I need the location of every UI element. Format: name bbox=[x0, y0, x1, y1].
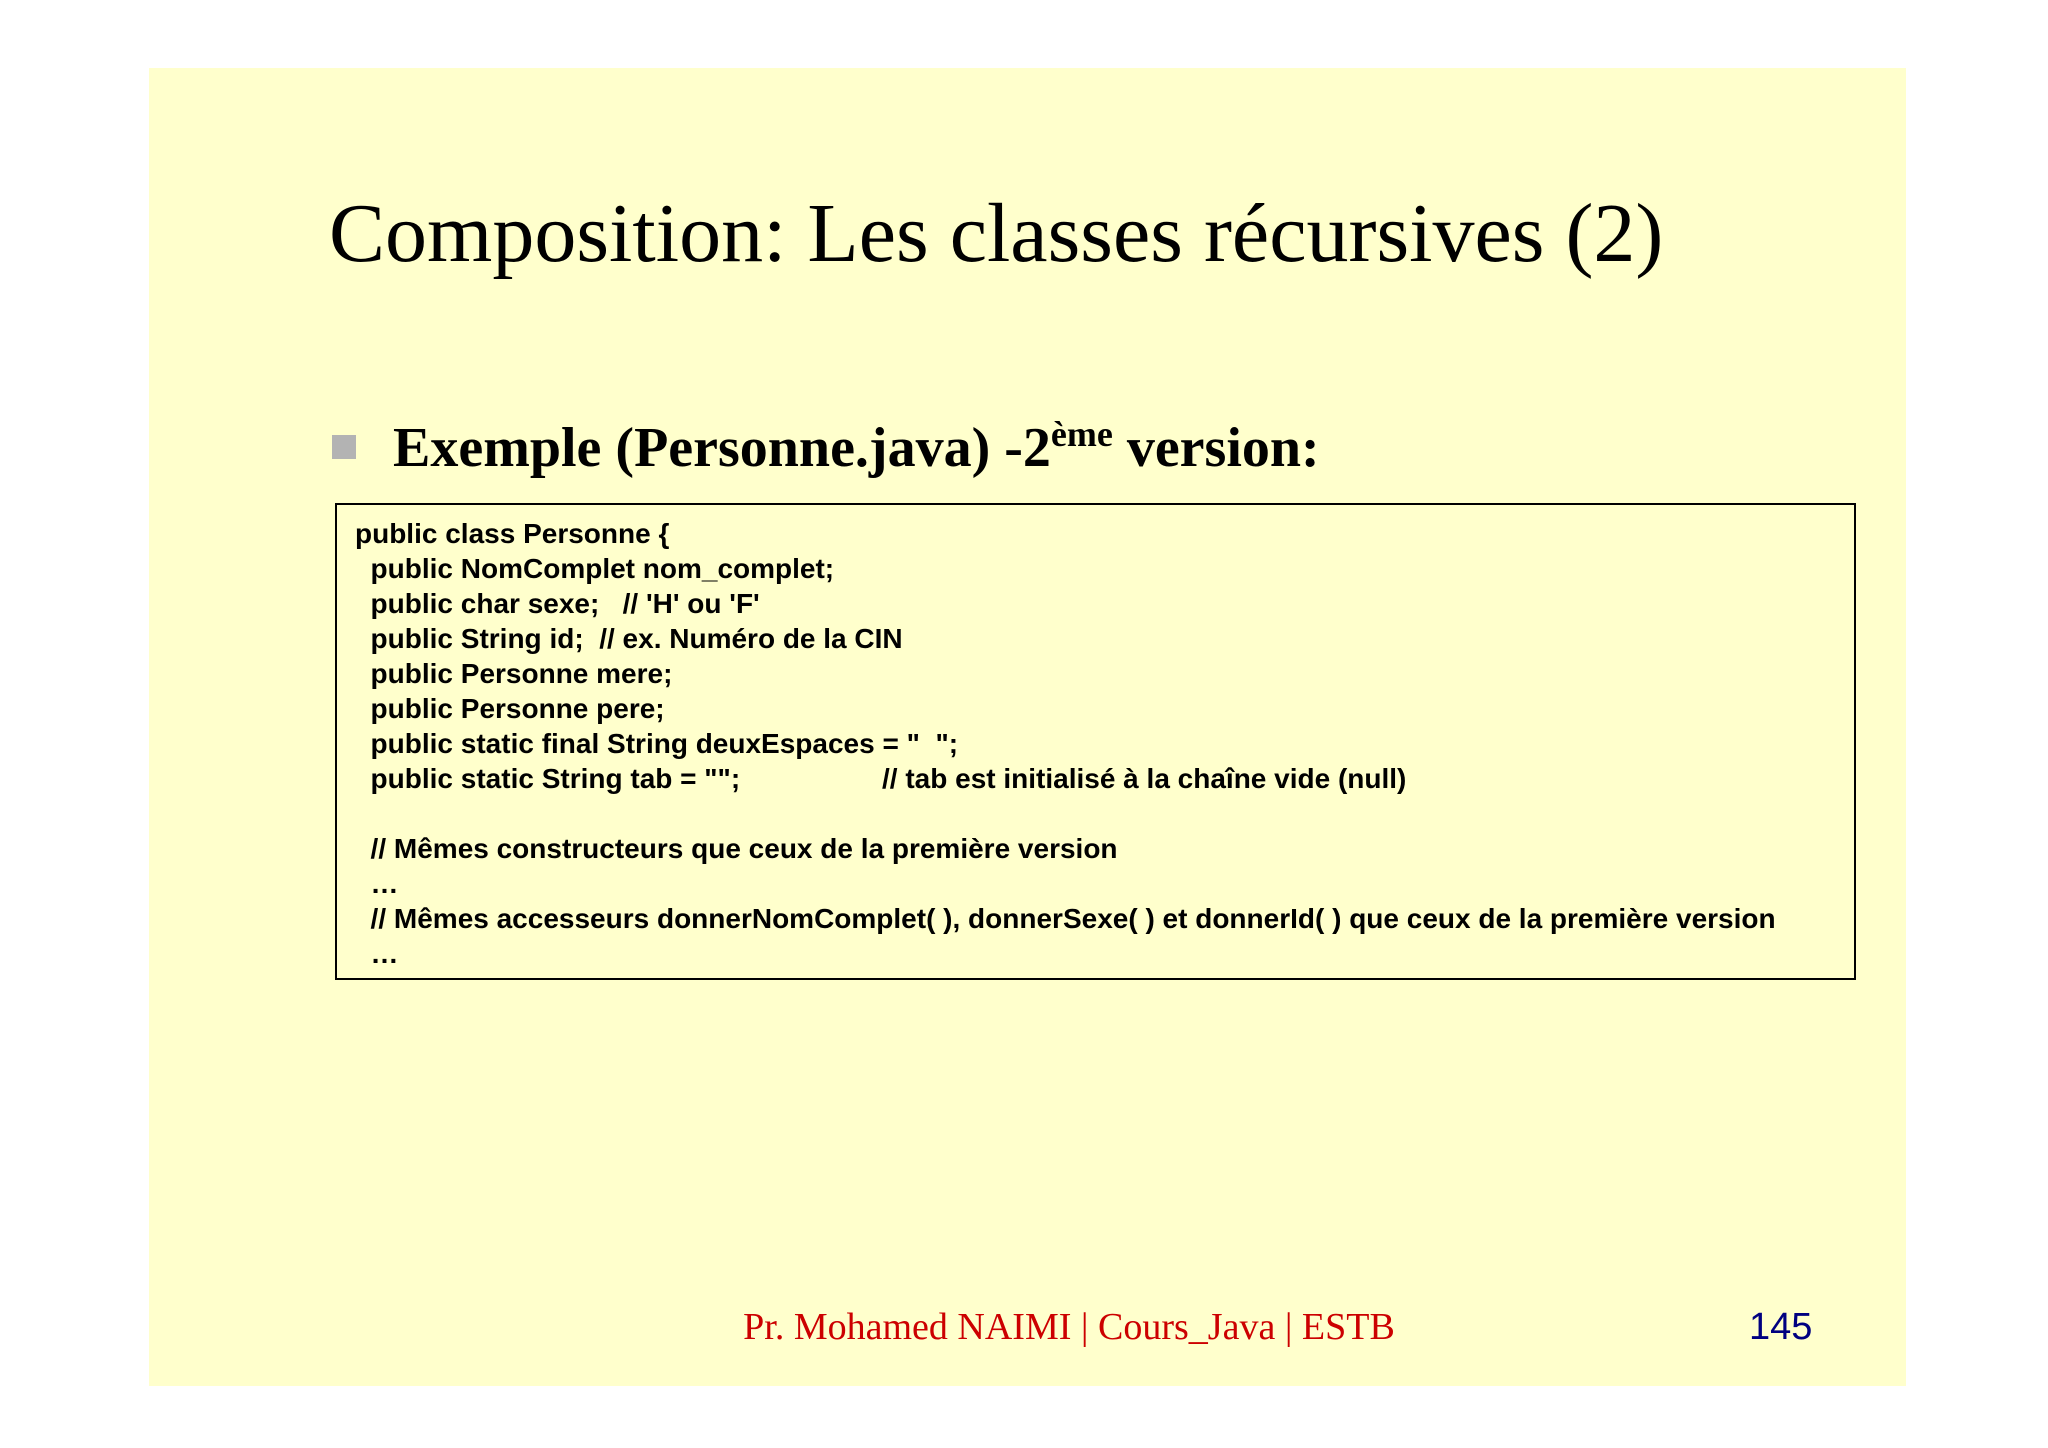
code-line: … bbox=[355, 868, 399, 899]
code-line: public static String tab = ""; bbox=[355, 763, 741, 794]
slide-footer: Pr. Mohamed NAIMI | Cours_Java | ESTB bbox=[743, 1306, 1395, 1348]
code-line: public static final String deuxEspaces = " "; bbox=[355, 728, 959, 759]
code-block bbox=[335, 503, 1856, 980]
code-line: public NomComplet nom_complet; bbox=[355, 553, 835, 584]
code-line: public String id; // ex. Numéro de la CIN bbox=[355, 623, 903, 654]
code-line: public Personne pere; bbox=[355, 693, 665, 724]
code-line: … bbox=[355, 938, 399, 969]
code-line: public Personne mere; bbox=[355, 658, 673, 689]
bullet-text-after: version: bbox=[1112, 417, 1320, 479]
square-bullet-icon bbox=[332, 435, 356, 459]
slide bbox=[149, 68, 1906, 1386]
code-line: public char sexe; // 'H' ou 'F' bbox=[355, 588, 760, 619]
code-line: // Mêmes accesseurs donnerNomComplet( ), donnerSexe( ) et donnerId( ) que ceux de la première version bbox=[355, 903, 1776, 934]
code-line: // Mêmes constructeurs que ceux de la première version bbox=[355, 833, 1118, 864]
bullet-item bbox=[332, 414, 1320, 479]
bullet-text-before: Exemple (Personne.java) -2 bbox=[393, 417, 1051, 479]
code-inline-comment: // tab est initialisé à la chaîne vide (null) bbox=[882, 763, 1407, 794]
bullet-superscript: ème bbox=[1050, 414, 1113, 454]
slide-title: Composition: Les classes récursives (2) bbox=[329, 187, 1664, 280]
code-line: public class Personne { bbox=[355, 518, 670, 549]
page-number: 145 bbox=[1749, 1306, 1813, 1348]
